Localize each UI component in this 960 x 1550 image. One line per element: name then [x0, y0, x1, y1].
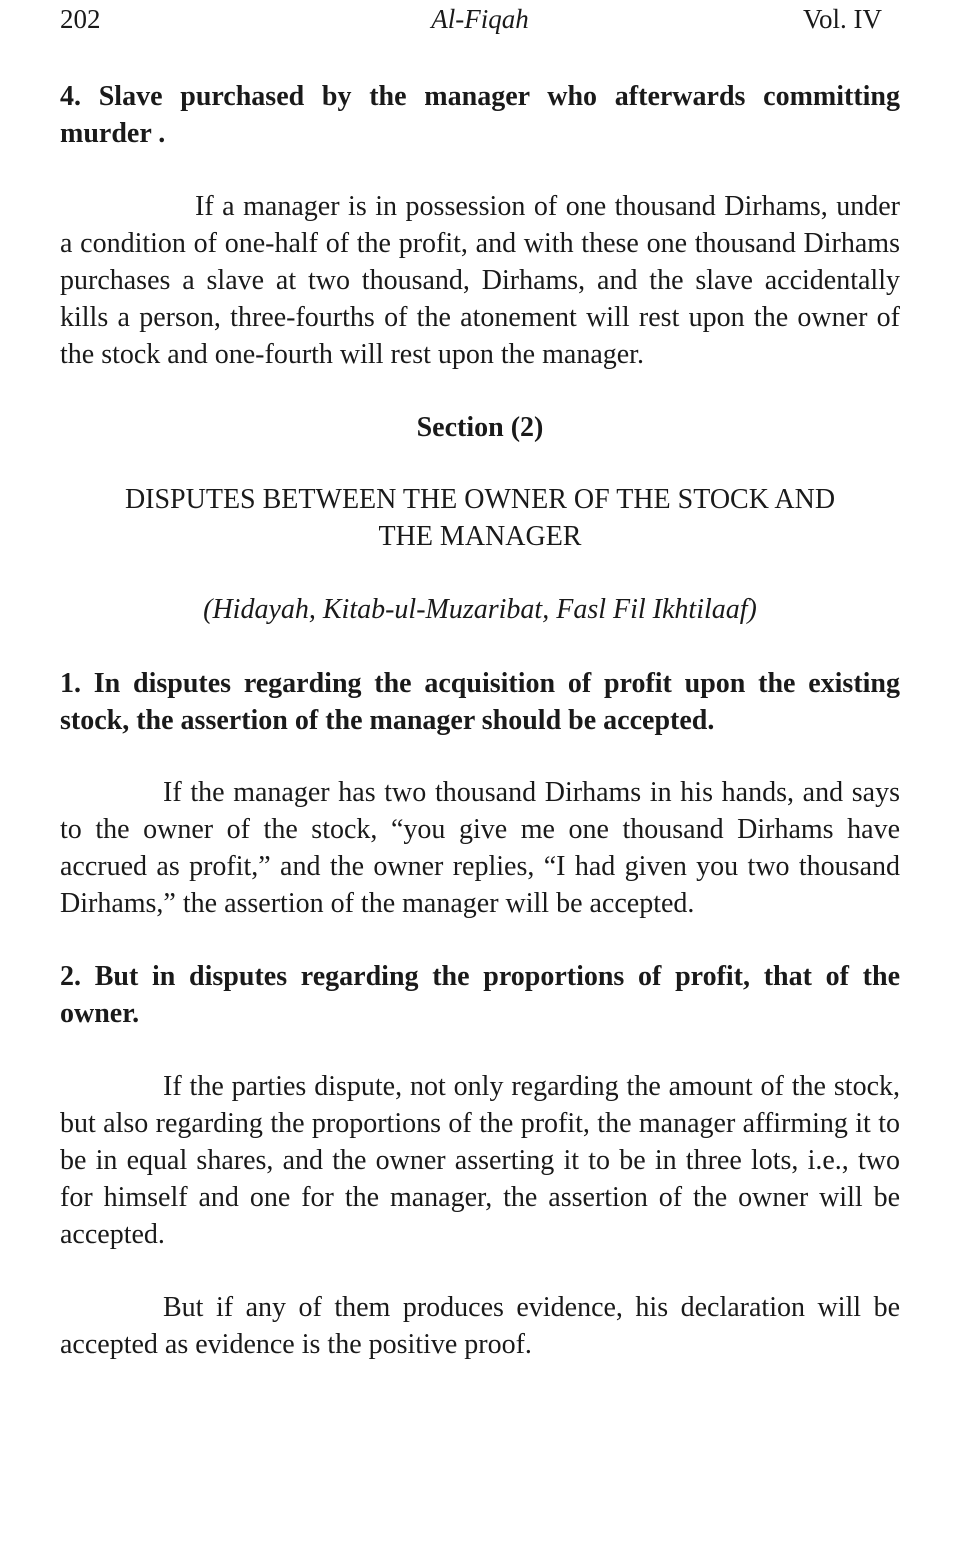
- section-title-line-2: THE MANAGER: [378, 521, 582, 552]
- section-label: Section (2): [416, 412, 544, 443]
- body-paragraph-1: If a manager is in possession of one thousand Dirhams, under a condition of one-half of the profit, and with these one thousand Dirhams purchases a slave at two thousand, Dirhams, and the slave accidentally kills a person, three-fourths of the atonement will rest upon the owner of the stock and one-fourth will rest upon the manager.: [60, 191, 900, 370]
- body-paragraph-3: If the parties dispute, not only regarding the amount of the stock, but also regarding the proportions of the profit, the manager affirming it to be in equal shares, and the owner asserting it to be in three lots, i.e., two for himself and one for the manager, the assertion of the owner will be accepted.: [60, 1071, 900, 1250]
- rule-heading-2: 2. But in disputes regarding the proportions of profit, that of the owner.: [60, 961, 900, 1029]
- source-citation: (Hidayah, Kitab-ul-Muzaribat, Fasl Fil Ikhtilaaf): [203, 594, 757, 625]
- document-page: [60, 0, 900, 1363]
- volume-label: Vol. IV: [802, 4, 882, 34]
- page-number: 202: [60, 4, 101, 34]
- section-title-line-1: DISPUTES BETWEEN THE OWNER OF THE STOCK AND: [124, 484, 836, 515]
- book-title: Al-Fiqah: [431, 4, 529, 34]
- running-head: [60, 0, 900, 44]
- section-title: [60, 481, 900, 555]
- rule-heading-1: 1. In disputes regarding the acquisition of profit upon the existing stock, the assertion of the manager should be accepted.: [60, 668, 900, 736]
- body-paragraph-4: But if any of them produces evidence, his declaration will be accepted as evidence is the positive proof.: [60, 1292, 900, 1360]
- body-paragraph-2: If the manager has two thousand Dirhams in his hands, and says to the owner of the stock, “you give me one thousand Dirhams have accrued as profit,” and the owner replies, “I had given you two thousand Dirhams,” the assertion of the manager will be accepted.: [60, 777, 900, 919]
- rule-heading-4: 4. Slave purchased by the manager who afterwards committing murder .: [60, 81, 900, 149]
